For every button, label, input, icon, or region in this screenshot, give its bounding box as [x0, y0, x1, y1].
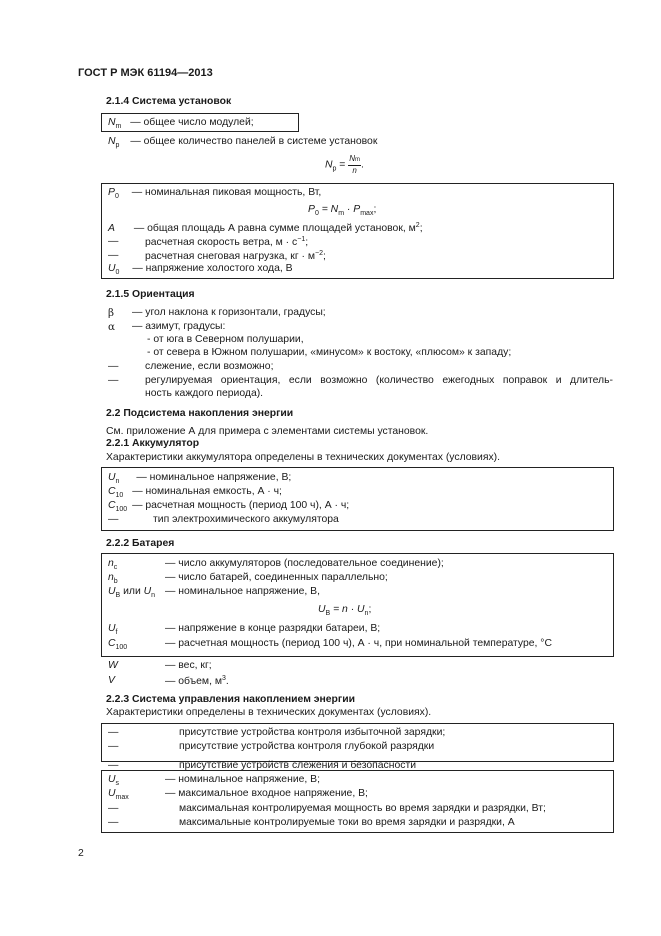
- chem-definition: тип электрохимического аккумулятора: [153, 514, 339, 525]
- formula-p0: $P_0 = N_m \cdot P_{max}$;: [308, 204, 377, 217]
- deepdis-dash: —: [108, 741, 119, 752]
- beta-symbol: β: [108, 307, 115, 319]
- section-heading-2-1-4: 2.1.4 Система установок: [106, 96, 232, 107]
- u0-definition: $U_0$ — напряжение холостого хода, В: [108, 263, 293, 276]
- wind-dash: —: [108, 236, 119, 247]
- np-definition: $N_p$ — общее количество панелей в системе установок: [108, 136, 378, 149]
- formula-np: $N_p$ = $\frac{Nm}{n}$ .: [325, 154, 364, 175]
- snow-dash: —: [108, 250, 119, 261]
- section-heading-2-1-5: 2.1.5 Ориентация: [106, 289, 195, 300]
- tracking-dash: —: [108, 361, 119, 372]
- v-definition: V: [108, 675, 115, 686]
- tracking-safety-dash: —: [108, 760, 119, 771]
- overcharge-dash: —: [108, 727, 119, 738]
- alpha-item-north: - от юга в Северном полушарии,: [147, 334, 304, 345]
- us-definition: $U_s$: [108, 774, 120, 787]
- nb-text: — число батарей, соединенных параллельно;: [165, 572, 388, 583]
- alpha-definition: — азимут, градусы:: [132, 321, 226, 332]
- tracking-definition: слежение, если возможно;: [145, 361, 274, 372]
- formula-ub: $U_B = n \cdot U_n$;: [318, 604, 372, 617]
- snow-definition: расчетная снеговая нагрузка, кг · $м^{-2}$;: [145, 250, 326, 262]
- section-heading-2-2-3: 2.2.3 Система управления накоплением энергии: [106, 694, 356, 705]
- w-text: — вес, кг;: [165, 660, 212, 671]
- section-2-2-intro: См. приложение А для примера с элементами системы установок.: [106, 426, 429, 437]
- adjust-definition-line2: ность каждого периода).: [145, 388, 264, 399]
- section-heading-2-2-2: 2.2.2 Батарея: [106, 538, 175, 549]
- w-definition: W: [108, 660, 118, 671]
- beta-definition: — угол наклона к горизонтали, градусы;: [132, 307, 326, 318]
- umax-definition: $U_{max}$: [108, 788, 129, 801]
- v-text: — объем, $м^3$.: [165, 675, 229, 687]
- un-definition: $U_n$ — номинальное напряжение, В;: [108, 472, 292, 485]
- a-definition: A — общая площадь А равна сумме площадей установок, $м^2$;: [108, 222, 423, 234]
- uf-definition: $U_f$: [108, 623, 118, 636]
- adjust-dash: —: [108, 375, 119, 386]
- ub-definition: $U_B$ или $U_n$: [108, 586, 156, 599]
- nc-text: — число аккумуляторов (последовательное соединение);: [165, 558, 444, 569]
- p0-definition: $P_0$ — номинальная пиковая мощность, Вт,: [108, 187, 322, 200]
- alpha-item-south: - от севера в Южном полушарии, «минусом» к востоку, «плюсом» к западу;: [147, 347, 512, 358]
- maxcurrent-definition: максимальные контролируемые токи во время зарядки и разрядки, А: [179, 817, 515, 828]
- adjust-definition-line1: регулируемая ориентация, если возможно (количество ежегодных поправок и длитель-: [145, 375, 613, 386]
- c100-battery-definition: $C_{100}$: [108, 638, 128, 651]
- maxpower-definition: максимальная контролируемая мощность во время зарядки и разрядки, Вт;: [179, 803, 546, 814]
- deepdis-definition: присутствие устройства контроля глубокой разрядки: [179, 741, 435, 752]
- nm-definition: $N_m$ — общее число модулей;: [108, 117, 254, 130]
- tracking-safety-definition: присутствие устройств слежения и безопасности: [179, 760, 417, 771]
- us-text: — номинальное напряжение, В;: [165, 774, 320, 785]
- document-header: ГОСТ Р МЭК 61194—2013: [78, 67, 213, 79]
- ub-text: — номинальное напряжение, В,: [165, 586, 320, 597]
- c100-definition: $C_{100}$ — расчетная мощность (период 100 ч), А · ч;: [108, 500, 350, 513]
- nc-definition: $n_c$: [108, 558, 118, 571]
- chem-dash: —: [108, 514, 119, 525]
- section-2-2-1-intro: Характеристики аккумулятора определены в технических документах (условиях).: [106, 452, 501, 463]
- section-2-2-3-intro: Характеристики определены в технических документах (условиях).: [106, 707, 432, 718]
- overcharge-definition: присутствие устройства контроля избыточной зарядки;: [179, 727, 446, 738]
- maxcurrent-dash: —: [108, 817, 119, 828]
- c100-battery-text: — расчетная мощность (период 100 ч), А · ч, при номинальной температуре, °C: [165, 638, 552, 649]
- uf-text: — напряжение в конце разрядки батареи, В;: [165, 623, 381, 634]
- page-number: 2: [78, 848, 84, 859]
- alpha-symbol: α: [108, 321, 116, 333]
- section-heading-2-2: 2.2 Подсистема накопления энергии: [106, 408, 294, 419]
- wind-definition: расчетная скорость ветра, $м \cdot с^{-1}$;: [145, 236, 309, 248]
- maxpower-dash: —: [108, 803, 119, 814]
- c10-definition: $C_{10}$ — номинальная емкость, А · ч;: [108, 486, 282, 499]
- section-heading-2-2-1: 2.2.1 Аккумулятор: [106, 438, 200, 449]
- nb-definition: $n_b$: [108, 572, 118, 585]
- umax-text: — максимальное входное напряжение, В;: [165, 788, 368, 799]
